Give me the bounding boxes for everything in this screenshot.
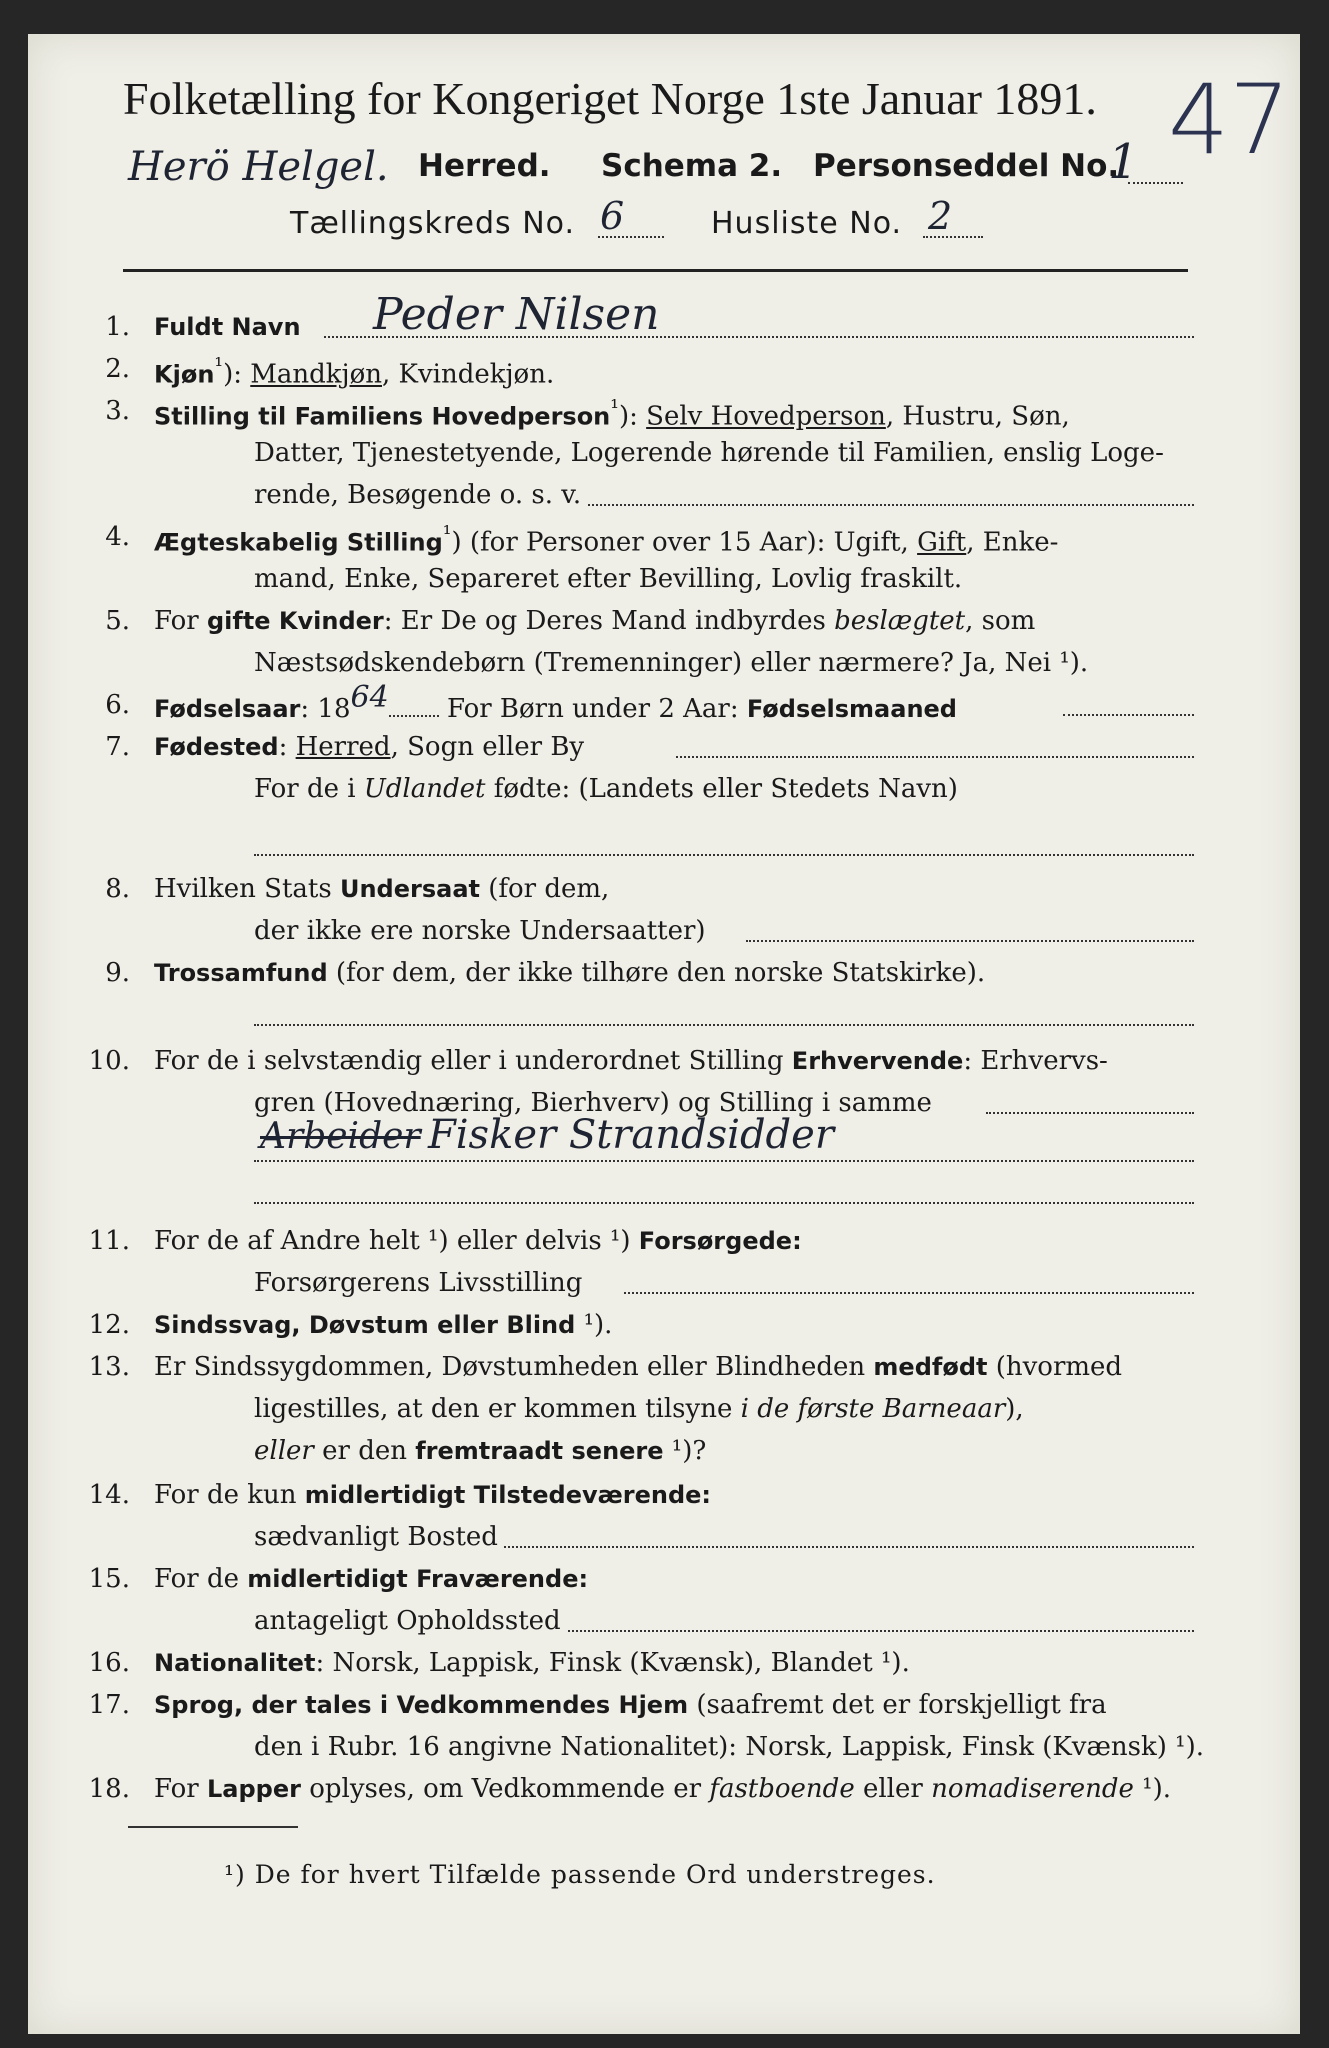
q3-line3: rende, Besøgende o. s. v. [254, 480, 582, 510]
q3-label: Stilling til Familiens Hovedperson [154, 402, 611, 431]
q12-number: 12. [88, 1310, 130, 1340]
q15-label: midlertidigt Fraværende [247, 1565, 579, 1593]
q5-line1-rest: , som [965, 606, 1036, 636]
q7-rest: : [278, 732, 296, 762]
q1-number: 1. [105, 312, 130, 342]
q7-number: 7. [105, 732, 130, 762]
q1-name-value: Peder Nilsen [373, 289, 660, 340]
schema-label: Schema 2. [601, 148, 783, 184]
q14-number: 14. [88, 1480, 130, 1510]
q8-line1 [154, 874, 609, 904]
herred-label: Herred. [418, 148, 551, 184]
q6-line [154, 680, 957, 725]
form-title: Folketælling for Kongeriget Norge 1ste Januar 1891. [123, 73, 1097, 124]
q6-year-value: 64 [350, 680, 389, 715]
q7-line2-em: Udlandet [363, 774, 486, 804]
q4-sup: ¹ [442, 522, 452, 547]
herred-value: Herö Helgel. [128, 144, 389, 190]
q2-number: 2. [105, 354, 130, 384]
q5-line2: Næstsødskendebørn (Tremenninger) eller nærmere? Ja, Nei ¹). [254, 648, 1089, 678]
q15-colon: : [578, 1565, 589, 1593]
q16-rest: : Norsk, Lappisk, Finsk (Kvænsk), Blandet ¹). [315, 1648, 910, 1678]
q4-line1-rest: , Enke- [966, 527, 1059, 558]
q10-line2: gren (Hovednæring, Bierhverv) og Stilling i samme [254, 1088, 932, 1118]
q15-line2: antageligt Opholdssted [254, 1606, 561, 1636]
q10-dots3 [254, 1202, 1194, 1204]
q7-line2-pre: For de i [254, 774, 364, 804]
q4-opt-gift: Gift [917, 527, 967, 558]
q13-pre: Er Sindssygdommen, Døvstumheden eller Blindheden [154, 1352, 874, 1382]
q13-rest: (hvormed [987, 1352, 1123, 1382]
q5-number: 5. [105, 606, 130, 636]
q8-rest: (for dem, [479, 874, 610, 904]
q9-label: Trossamfund [154, 959, 328, 987]
q13-line3 [254, 1436, 706, 1466]
footnote: ¹) De for hvert Tilfælde passende Ord understreges. [224, 1860, 936, 1889]
q18-number: 18. [88, 1774, 130, 1804]
q10-label: Erhvervende [791, 1047, 964, 1075]
q16-line [154, 1648, 910, 1678]
q17-line2: den i Rubr. 16 angivne Nationalitet): Norsk, Lappisk, Finsk (Kvænsk) ¹). [254, 1732, 1205, 1762]
q10-struck-word: Arbeider [260, 1116, 421, 1157]
q16-number: 16. [88, 1648, 130, 1678]
q15-number: 15. [88, 1564, 130, 1594]
q5-label: gifte Kvinder [206, 607, 384, 635]
q14-line1 [154, 1480, 711, 1510]
q3-rest: ): [618, 401, 647, 432]
q11-line2: Forsørgerens Livsstilling [254, 1268, 583, 1298]
q18-mid: eller [854, 1774, 932, 1804]
q13-line1 [154, 1352, 1122, 1382]
q3-line1-rest: , Hustru, Søn, [885, 401, 1070, 432]
q2-opt-kvindekjon: , Kvindekjøn. [382, 359, 555, 390]
husliste-dots [923, 236, 983, 238]
q4-rest: ) (for Personer over 15 Aar): Ugift, [451, 527, 918, 558]
q12-label2: Blind [506, 1311, 576, 1339]
q7-line1 [154, 732, 584, 762]
q7-label: Fødested [154, 733, 279, 761]
q2-line [154, 354, 554, 390]
q18-pre: For [154, 1774, 207, 1804]
q11-pre: For de af Andre helt ¹) eller delvis ¹) [154, 1226, 639, 1256]
q4-label: Ægteskabelig Stilling [154, 528, 443, 557]
q14-colon: : [701, 1481, 712, 1509]
q11-line1 [154, 1226, 802, 1256]
q17-number: 17. [88, 1690, 130, 1720]
q12-rest: ¹). [575, 1310, 613, 1340]
q13-line2-em: i de første Barneaar [740, 1394, 1006, 1424]
q7-dots1 [676, 756, 1194, 758]
q12-mid: eller [428, 1311, 507, 1339]
q12-label: Sindssvag, Døvstum [154, 1311, 429, 1339]
q7-line1-rest: , Sogn eller By [390, 732, 585, 762]
q15-pre: For de [154, 1564, 248, 1594]
q6-label: Fødselsaar [154, 695, 301, 723]
q8-line2: der ikke ere norske Undersaatter) [254, 916, 706, 946]
q17-label: Sprog, der tales i Vedkommendes Hjem [154, 1691, 689, 1719]
q11-label: Forsørgede [638, 1227, 793, 1255]
q3-dots [588, 504, 1194, 506]
q12-line [154, 1310, 612, 1340]
q3-number: 3. [105, 396, 130, 426]
q9-rest: (for dem, der ikke tilhøre den norske Statskirke). [327, 958, 986, 988]
q14-dots [504, 1546, 1194, 1548]
q7-line2-rest: fødte: (Landets eller Stedets Navn) [485, 774, 958, 804]
q17-line1 [154, 1690, 1107, 1720]
q13-line3-em: eller [254, 1436, 314, 1466]
q9-dots [254, 1024, 1194, 1026]
q15-dots [568, 1630, 1194, 1632]
q10-line1 [154, 1046, 1108, 1076]
q13-line2-pre: ligestilles, at den er kommen tilsyne [254, 1394, 741, 1424]
q13-line3-pre: er den [313, 1436, 416, 1466]
q8-pre: Hvilken Stats [154, 874, 340, 904]
q7-line2 [254, 774, 958, 804]
q6-dots [1063, 714, 1194, 716]
q5-rest: : Er De og Deres Mand indbyrdes [383, 606, 835, 636]
q14-pre: For de kun [154, 1480, 305, 1510]
q13-line3-label: fremtraadt senere [415, 1437, 664, 1465]
q2-label: Kjøn [154, 360, 215, 389]
q7-opt-herred: Herred [295, 732, 391, 762]
kreds-label: Tællingskreds No. [290, 206, 575, 241]
q6-label2: Fødselsmaaned [746, 695, 957, 723]
footnote-rule [128, 1826, 298, 1828]
q14-label: midlertidigt Tilstedeværende [304, 1481, 702, 1509]
q3-line2: Datter, Tjenestetyende, Logerende hørende til Familien, enslig Loge- [254, 438, 1164, 468]
q5-pre: For [154, 606, 207, 636]
q8-dots [746, 940, 1194, 942]
q13-line2-rest: ), [1005, 1394, 1024, 1424]
husliste-value: 2 [928, 194, 953, 238]
q1-label: Fuldt Navn [154, 313, 301, 341]
header-rule [123, 269, 1188, 272]
kreds-value: 6 [600, 194, 625, 238]
q8-number: 8. [105, 874, 130, 904]
q10-occupation-value: Fisker Strandsidder [428, 1112, 834, 1158]
q3-sup: ¹ [610, 396, 619, 421]
q2-sup: ¹ [214, 354, 224, 379]
q18-end: ¹). [1133, 1774, 1172, 1804]
q18-line [154, 1774, 1171, 1804]
q11-colon: : [792, 1227, 802, 1255]
q13-number: 13. [88, 1352, 130, 1382]
q5-em: beslægtet [834, 606, 966, 636]
q13-label: medfødt [873, 1353, 988, 1381]
q6-year-dots [389, 715, 439, 717]
q5-line1 [154, 606, 1035, 636]
q13-line3-rest: ¹)? [663, 1436, 707, 1466]
kreds-dots [598, 236, 664, 238]
q14-line2: sædvanligt Bosted [254, 1522, 498, 1552]
q18-label: Lapper [206, 1775, 301, 1803]
q10-rest: : Erhvervs- [963, 1046, 1108, 1076]
q18-em1: fastboende [709, 1774, 855, 1804]
q4-line2: mand, Enke, Separeret efter Bevilling, Lovlig fraskilt. [254, 564, 963, 594]
q6-number: 6. [105, 690, 130, 720]
husliste-label: Husliste No. [711, 206, 903, 241]
q6-rest: : 18 [300, 694, 351, 724]
q9-line [154, 958, 985, 988]
q6-mid: For Børn under 2 Aar: [438, 694, 747, 724]
q2-opt-mandkjon: Mandkjøn [250, 359, 382, 390]
q18-rest: oplyses, om Vedkommende er [300, 1774, 710, 1804]
q10-dots1 [986, 1112, 1194, 1114]
q17-rest: (saafremt det er forskjelligt fra [688, 1690, 1107, 1720]
q4-number: 4. [105, 522, 130, 552]
q3-line1 [154, 396, 1070, 432]
page-number: 47 [1168, 64, 1291, 176]
personseddel-dots [1128, 182, 1183, 184]
q10-number: 10. [88, 1046, 130, 1076]
q1-line [154, 312, 301, 342]
q15-line1 [154, 1564, 588, 1594]
q4-line1 [154, 522, 1058, 558]
census-form-sheet [28, 34, 1300, 2034]
q16-label: Nationalitet [154, 1649, 316, 1677]
q10-dots2 [254, 1160, 1194, 1162]
q18-em2: nomadiserende [931, 1774, 1134, 1804]
q13-line2 [254, 1394, 1024, 1424]
q2-rest: ): [223, 359, 251, 390]
q3-opt-selv: Selv Hovedperson [646, 401, 886, 432]
personseddel-label: Personseddel No. [813, 148, 1120, 184]
personseddel-value: 1 [1108, 134, 1139, 190]
q11-dots [624, 1292, 1194, 1294]
q11-number: 11. [88, 1226, 130, 1256]
q10-pre: For de i selvstændig eller i underordnet Stilling [154, 1046, 792, 1076]
q7-dots2 [254, 854, 1194, 856]
q9-number: 9. [105, 958, 130, 988]
q8-label: Undersaat [339, 875, 480, 903]
